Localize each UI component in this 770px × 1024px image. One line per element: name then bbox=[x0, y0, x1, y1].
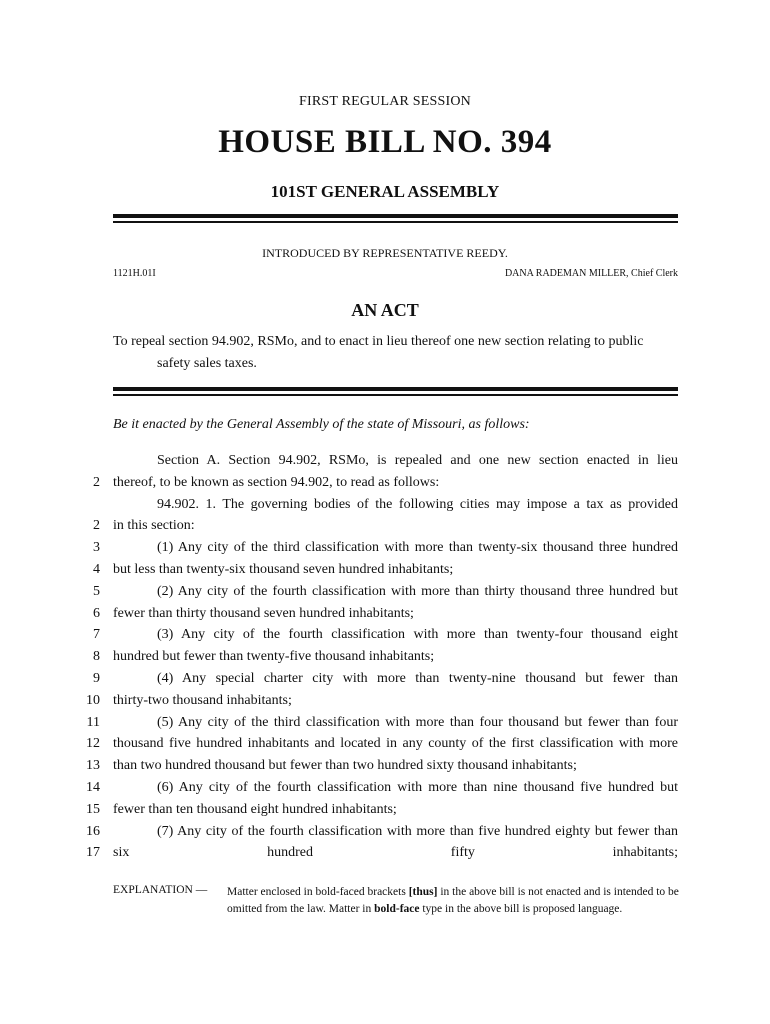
line-number: 15 bbox=[86, 801, 100, 817]
bracket-example: [thus] bbox=[408, 886, 438, 898]
bill-line: (1) Any city of the third classification with more than twenty-six thousand three hundred bbox=[157, 540, 678, 556]
introduced-by: INTRODUCED BY REPRESENTATIVE REEDY. bbox=[262, 246, 508, 260]
line-number: 7 bbox=[93, 627, 100, 643]
bill-code: 1121H.01I bbox=[113, 268, 156, 279]
act-purpose bbox=[113, 331, 678, 375]
explanation-part1: Matter enclosed in bold-faced brackets bbox=[227, 886, 409, 898]
line-number: 8 bbox=[93, 649, 100, 665]
bill-title: HOUSE BILL NO. 394 bbox=[218, 124, 552, 160]
line-number: 2 bbox=[93, 474, 100, 490]
bill-line: but less than twenty-six thousand seven hundred inhabitants; bbox=[113, 562, 454, 577]
line-number: 11 bbox=[86, 714, 100, 730]
line-number: 4 bbox=[93, 562, 100, 577]
bill-line: 94.902. 1. The governing bodies of the following cities may impose a tax as provided bbox=[157, 496, 678, 512]
line-number: 16 bbox=[86, 823, 100, 839]
boldface-example: bold-face bbox=[374, 903, 420, 915]
act-heading: AN ACT bbox=[351, 300, 419, 320]
explanation-part2: in the above bill is not enacted and is intended to be omitted from the law. Matter in bbox=[227, 886, 679, 915]
line-number: 10 bbox=[86, 692, 100, 708]
line-number: 13 bbox=[86, 758, 100, 774]
chief-clerk: DANA RADEMAN MILLER, Chief Clerk bbox=[504, 268, 678, 279]
line-number: 2 bbox=[93, 518, 100, 534]
bill-line: thousand five hundred inhabitants and located in any county of the first classification with more bbox=[113, 736, 678, 752]
explanation-label: EXPLANATION — bbox=[113, 884, 208, 896]
bill-line: (4) Any special charter city with more than twenty-nine thousand but fewer than bbox=[157, 671, 678, 686]
bill-line: thereof, to be known as section 94.902, to read as follows: bbox=[113, 474, 440, 490]
assembly-label: 101ST GENERAL ASSEMBLY bbox=[270, 182, 500, 201]
bill-line: in this section: bbox=[113, 518, 195, 534]
act-purpose-text: To repeal section 94.902, RSMo, and to enact in lieu thereof one new section relating to public safety sales taxes. bbox=[113, 334, 644, 371]
bill-line: (3) Any city of the fourth classification with more than twenty-four thousand eight bbox=[157, 627, 678, 643]
act-rule-thin bbox=[113, 394, 678, 396]
bill-line: than two hundred thousand but fewer than two hundred sixty thousand inhabitants; bbox=[113, 758, 577, 774]
bill-line: (7) Any city of the fourth classification with more than five hundred eighty but fewer than bbox=[157, 823, 678, 839]
bill-line: (2) Any city of the fourth classification with more than thirty thousand three hundred but bbox=[157, 583, 678, 599]
header-rule-thin bbox=[113, 221, 678, 223]
header-rule-thick bbox=[113, 214, 678, 218]
bill-line: hundred but fewer than twenty-five thousand inhabitants; bbox=[113, 649, 435, 665]
bill-line: fewer than thirty thousand seven hundred inhabitants; bbox=[113, 605, 414, 621]
session-label: FIRST REGULAR SESSION bbox=[299, 94, 471, 109]
bill-line: six hundred fifty inhabitants; bbox=[113, 845, 678, 861]
line-number: 17 bbox=[86, 845, 100, 861]
act-rule-thick bbox=[113, 387, 678, 391]
bill-line: Section A. Section 94.902, RSMo, is repealed and one new section enacted in lieu bbox=[157, 453, 678, 468]
explanation-text bbox=[227, 884, 682, 918]
line-number: 12 bbox=[86, 736, 100, 752]
bill-line: thirty-two thousand inhabitants; bbox=[113, 692, 292, 708]
bill-line: fewer than ten thousand eight hundred inhabitants; bbox=[113, 801, 397, 817]
enacting-clause: Be it enacted by the General Assembly of the state of Missouri, as follows: bbox=[113, 417, 530, 432]
bill-line: (6) Any city of the fourth classification with more than nine thousand five hundred but bbox=[157, 780, 678, 795]
line-number: 3 bbox=[93, 540, 100, 556]
line-number: 5 bbox=[93, 583, 100, 599]
line-number: 9 bbox=[93, 671, 100, 686]
line-number: 6 bbox=[93, 605, 100, 621]
explanation-part3: type in the above bill is proposed language. bbox=[419, 903, 623, 915]
line-number: 14 bbox=[86, 780, 100, 795]
bill-line: (5) Any city of the third classification with more than four thousand but fewer than four bbox=[157, 714, 678, 730]
